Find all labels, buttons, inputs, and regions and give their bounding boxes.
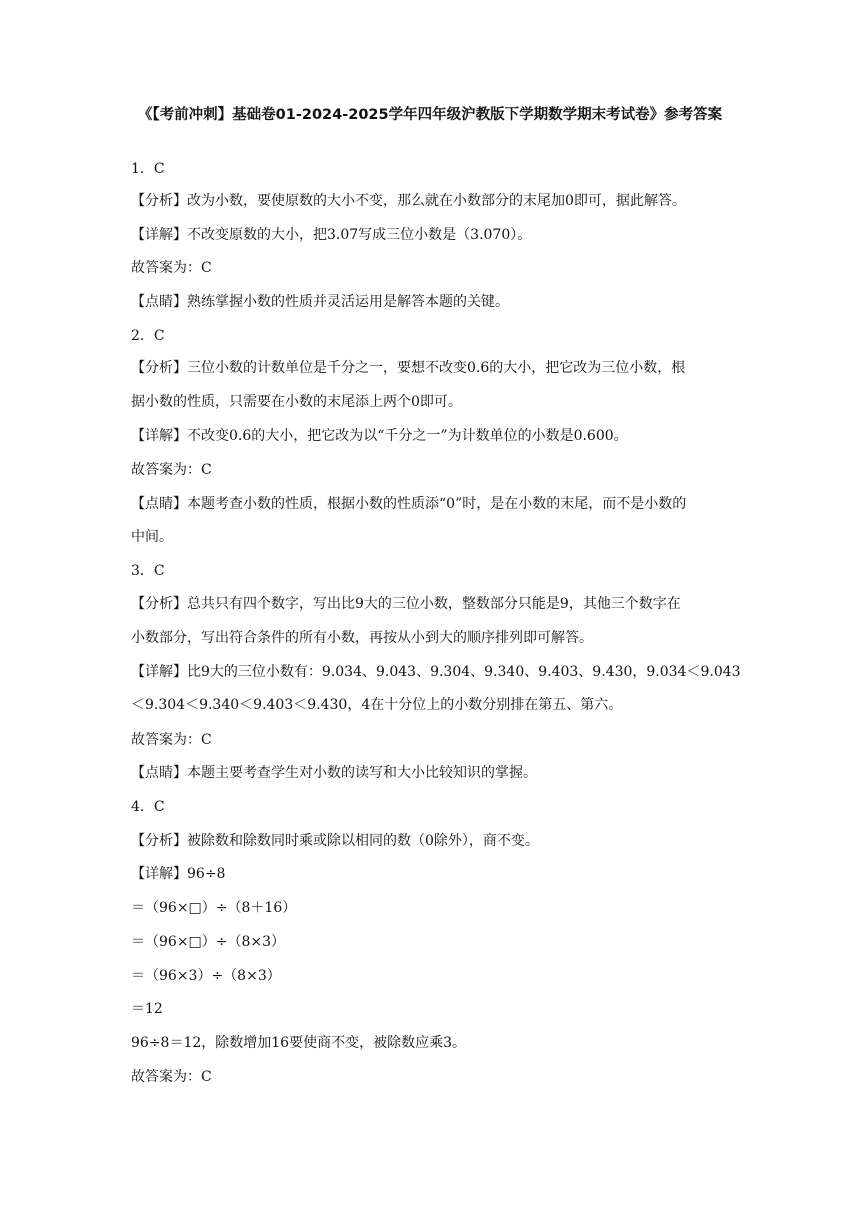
answer-line: 故答案为：C: [131, 732, 212, 748]
analysis-line: 据小数的性质，只需要在小数的末尾添上两个0即可。: [131, 394, 462, 410]
detail-line: 【详解】不改变0.6的大小，把它改为以“千分之一”为计数单位的小数是0.600。: [131, 428, 628, 444]
comment-line: 【点睛】本题主要考查学生对小数的读写和大小比较知识的掌握。: [131, 765, 537, 781]
analysis-line: 【分析】改为小数，要使原数的大小不变，那么就在小数部分的末尾加0即可，据此解答。: [131, 193, 686, 209]
detail-line: ＜9.304＜9.340＜9.403＜9.430，4在十分位上的小数分别排在第五、第六。: [131, 697, 623, 713]
comment-line: 中间。: [131, 529, 173, 545]
question-number: 1．C: [131, 161, 165, 177]
equation-line: ＝（96×□）÷（8×3）: [131, 934, 286, 950]
equation-line: ＝（96×3）÷（8×3）: [131, 968, 281, 984]
comment-line: 【点睛】本题考查小数的性质，根据小数的性质添“0”时，是在小数的末尾，而不是小数的: [131, 496, 687, 512]
detail-line: 【详解】比9大的三位小数有：9.034、9.043、9.304、9.340、9.403、9.430，9.034＜9.043: [131, 664, 741, 680]
analysis-line: 【分析】被除数和除数同时乘或除以相同的数（0除外），商不变。: [131, 833, 539, 849]
answer-line: 故答案为：C: [131, 462, 212, 478]
question-number: 4．C: [131, 799, 165, 815]
question-number: 3．C: [131, 563, 165, 579]
detail-line: 【详解】96÷8: [131, 866, 226, 882]
comment-line: 【点睛】熟练掌握小数的性质并灵活运用是解答本题的关键。: [131, 294, 509, 310]
analysis-line: 【分析】总共只有四个数字，写出比9大的三位小数，整数部分只能是9，其他三个数字在: [131, 596, 681, 612]
answer-line: 故答案为：C: [131, 1069, 212, 1085]
detail-line: 96÷8＝12，除数增加16要使商不变，被除数应乘3。: [131, 1035, 466, 1051]
equation-line: ＝（96×□）÷（8＋16）: [131, 900, 297, 916]
analysis-line: 小数部分，写出符合条件的所有小数，再按从小到大的顺序排列即可解答。: [131, 630, 593, 646]
document-title: 《【考前冲刺】基础卷01-2024-2025学年四年级沪教版下学期数学期末考试卷》参考答案: [137, 107, 723, 123]
analysis-line: 【分析】三位小数的计数单位是千分之一，要想不改变0.6的大小，把它改为三位小数，根: [131, 360, 686, 376]
equation-line: ＝12: [131, 1001, 163, 1017]
answer-line: 故答案为：C: [131, 260, 212, 276]
detail-line: 【详解】不改变原数的大小，把3.07写成三位小数是（3.070）。: [131, 227, 532, 243]
question-number: 2．C: [131, 328, 165, 344]
